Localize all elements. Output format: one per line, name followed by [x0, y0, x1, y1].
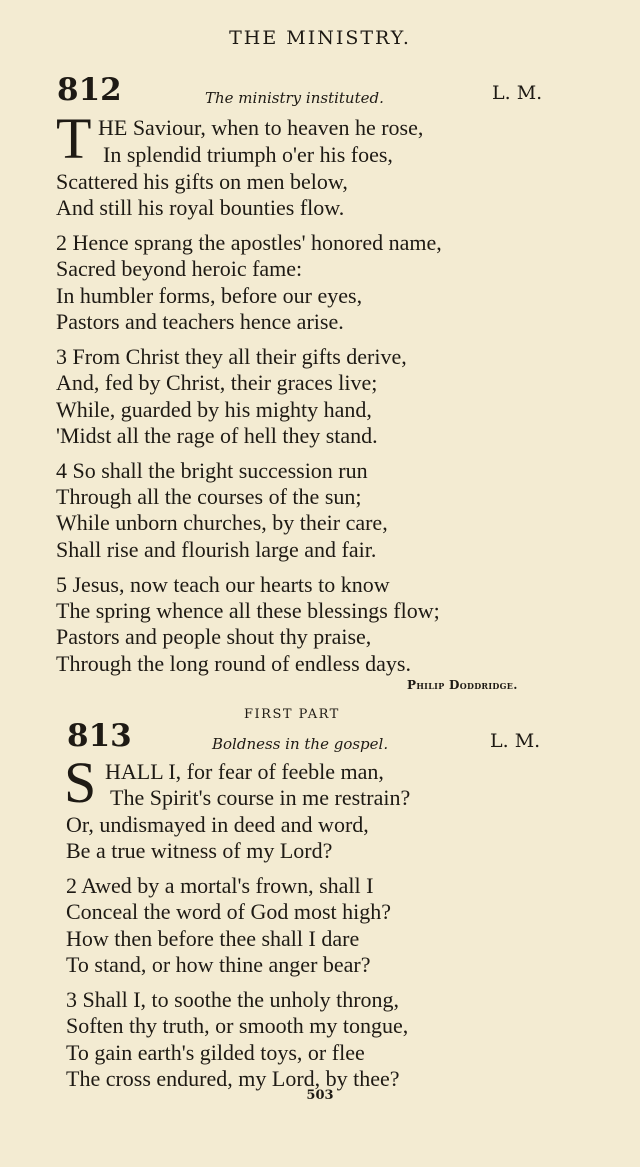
- hymn-line: While unborn churches, by their care,: [56, 510, 388, 535]
- hymn-line: And, fed by Christ, their graces live;: [56, 370, 378, 395]
- hymn-line: Pastors and teachers hence arise.: [56, 309, 344, 334]
- hymn-subtitle: The ministry instituted.: [205, 89, 384, 107]
- hymn-line: 'Midst all the rage of hell they stand.: [56, 423, 378, 448]
- hymn-line: The spring whence all these blessings flow;: [56, 598, 440, 623]
- hymn-line: Scattered his gifts on men below,: [56, 169, 348, 194]
- hymn-line: Or, undismayed in deed and word,: [66, 812, 369, 837]
- hymn-line: The cross endured, my Lord, by thee?: [66, 1066, 400, 1091]
- hymn-line: 5 Jesus, now teach our hearts to know: [56, 572, 390, 597]
- drop-cap: T: [56, 106, 92, 171]
- page-header: THE MINISTRY.: [229, 27, 411, 49]
- hymn-meter: L. M.: [490, 730, 541, 752]
- hymn-number: 812: [57, 72, 122, 108]
- hymn-line: The Spirit's course in me restrain?: [110, 785, 411, 810]
- hymn-line: Sacred beyond heroic fame:: [56, 256, 303, 281]
- hymn-line: Through the long round of endless days.: [56, 651, 411, 676]
- drop-cap: S: [64, 750, 97, 815]
- hymn-line: Conceal the word of God most high?: [66, 899, 392, 924]
- hymn-line: To stand, or how thine anger bear?: [66, 952, 371, 977]
- hymn-line: While, guarded by his mighty hand,: [56, 397, 372, 422]
- hymn-line: Shall rise and flourish large and fair.: [56, 537, 377, 562]
- hymn-line: 3 Shall I, to soothe the unholy throng,: [66, 987, 400, 1012]
- hymn-meter: L. M.: [492, 82, 543, 104]
- hymn-line: 4 So shall the bright succession run: [56, 458, 368, 483]
- hymn-subtitle: Boldness in the gospel.: [212, 735, 389, 753]
- hymn-line: How then before thee shall I dare: [66, 926, 360, 951]
- hymn-line: To gain earth's gilded toys, or flee: [66, 1040, 365, 1065]
- page-number: 503: [306, 1088, 334, 1103]
- hymn-line: 2 Awed by a mortal's frown, shall I: [66, 873, 374, 898]
- hymn-line: Through all the courses of the sun;: [56, 484, 362, 509]
- hymn-first-line: HALL I, for fear of feeble man,: [105, 759, 384, 784]
- hymn-author: Philip Doddridge.: [407, 678, 518, 692]
- hymn-line: 3 From Christ they all their gifts derive,: [56, 344, 407, 369]
- hymn-line: 2 Hence sprang the apostles' honored name,: [56, 230, 442, 255]
- hymn-part-label: FIRST PART: [244, 707, 340, 722]
- hymn-line: In splendid triumph o'er his foes,: [103, 142, 393, 167]
- hymn-line: Be a true witness of my Lord?: [66, 838, 333, 863]
- hymn-first-line: HE Saviour, when to heaven he rose,: [98, 115, 424, 140]
- hymn-line: Pastors and people shout thy praise,: [56, 624, 372, 649]
- hymn-line: In humbler forms, before our eyes,: [56, 283, 363, 308]
- hymn-line: Soften thy truth, or smooth my tongue,: [66, 1013, 409, 1038]
- hymn-line: And still his royal bounties flow.: [56, 195, 345, 220]
- hymn-number: 813: [67, 718, 132, 754]
